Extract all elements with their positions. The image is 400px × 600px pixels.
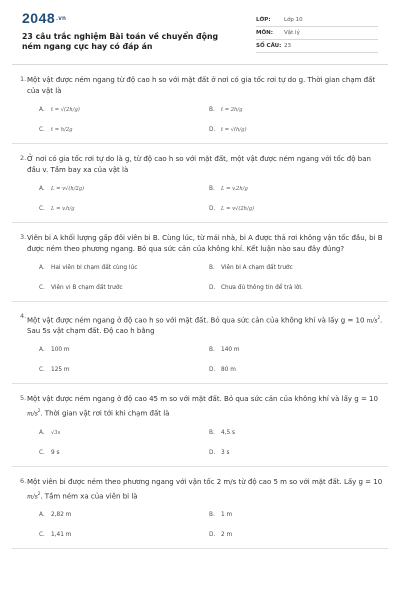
question-text: [27, 312, 388, 337]
answer-option-d[interactable]: [209, 448, 379, 458]
question-text: Một vật được ném ngang từ độ cao h so với mặt đất ở nơi có gia tốc rơi tự do g. Thời gian chạm đất của vật là: [27, 76, 376, 95]
answer-option-c[interactable]: [39, 365, 209, 375]
question-list: [0, 65, 400, 549]
unit-exponent: 2: [37, 408, 41, 414]
option-text: 2,82 m: [51, 511, 72, 518]
option-letter: C.: [39, 206, 45, 212]
document-header: [0, 0, 400, 64]
option-formula: L = v√(2h/g): [221, 206, 255, 212]
question-text: Ở nơi có gia tốc rơi tự do là g, từ độ cao h so với mặt đất, một vật được ném ngang với tốc độ ban đầu v. Tầm bay xa của vật là: [27, 155, 371, 174]
option-letter: C.: [39, 367, 45, 374]
option-text: 80 m: [221, 367, 236, 374]
page-title: 23 câu trắc nghiệm Bài toán về chuyển động ném ngang cực hay có đáp án: [22, 32, 219, 51]
answer-option-a[interactable]: [39, 510, 209, 520]
option-letter: C.: [39, 127, 45, 133]
question-text-part: . Thời gian vật rơi tới khi chạm đất là: [40, 409, 170, 418]
unit-text: m/s: [27, 492, 38, 500]
option-formula: L = v√(h/2g): [51, 186, 85, 192]
option-text: Hai viên bi chạm đất cùng lúc: [51, 265, 138, 271]
option-letter: B.: [209, 347, 215, 354]
option-letter: A.: [39, 511, 45, 518]
question-text-part: . Sau 5s vật chạm đất. Độ cao h bằng: [27, 316, 383, 336]
meta-row-class: [256, 14, 378, 27]
question-text: Viên bi A khối lượng gấp đôi viên bi B. Cùng lúc, từ mái nhà, bi A được thả rơi không vận tốc đầu, bi B được ném theo phương ngang. Bỏ qua sức cản của không khí. Kết luận nào sau đây đúng?: [27, 234, 383, 253]
question-number: 3.: [20, 233, 27, 241]
document-meta: [256, 14, 378, 53]
question-text-part: Một viên bi được ném theo phương ngang với vận tốc 2 m/s từ độ cao 5 m so với mặt đất. Lấy g = 10: [27, 477, 383, 486]
answer-option-c[interactable]: [39, 530, 209, 540]
option-formula: t = 2h/g: [221, 107, 243, 113]
question-text-part: . Tầm ném xa của viên bi là: [40, 491, 138, 500]
option-letter: A.: [39, 347, 45, 354]
option-text: Chưa đủ thông tin để trả lời.: [221, 285, 303, 291]
option-text: 4,5 s: [221, 429, 236, 436]
option-formula: √3s: [51, 429, 61, 436]
answer-option-a[interactable]: [39, 345, 209, 355]
question-item: [12, 65, 388, 144]
option-letter: B.: [209, 265, 215, 271]
answer-option-b[interactable]: [209, 105, 379, 115]
question-text-part: Một vật được ném ngang ở độ cao 45 m so với mặt đất. Bỏ qua sức cản của không khí và lấy g = 10: [27, 395, 378, 404]
answer-options: [39, 184, 388, 214]
question-number: 6.: [20, 476, 27, 485]
question-item: [12, 302, 388, 384]
answer-option-d[interactable]: [209, 204, 379, 214]
option-letter: D.: [209, 206, 216, 212]
answer-option-a[interactable]: [39, 184, 209, 194]
answer-options: [39, 263, 388, 293]
option-text: Viên bi A chạm đất trước: [221, 265, 293, 271]
unit-text: m/s: [366, 317, 378, 325]
option-letter: D.: [209, 367, 216, 374]
option-text: 100 m: [51, 347, 70, 354]
answer-option-c[interactable]: [39, 283, 209, 293]
option-letter: C.: [39, 285, 45, 291]
answer-option-c[interactable]: [39, 204, 209, 214]
answer-option-c[interactable]: [39, 448, 209, 458]
option-text: 9 s: [51, 449, 60, 456]
meta-label: SỐ CÂU:: [256, 43, 282, 49]
answer-options: [39, 428, 388, 458]
option-formula: t = √(h/g): [221, 127, 247, 133]
meta-value: Lớp 10: [284, 17, 303, 23]
answer-options: [39, 510, 388, 540]
option-text: 125 m: [51, 367, 70, 374]
meta-row-count: [256, 40, 378, 53]
answer-options: [39, 105, 388, 135]
meta-value: 23: [284, 43, 291, 49]
option-letter: B.: [209, 511, 215, 518]
option-letter: D.: [209, 449, 216, 456]
option-letter: C.: [39, 449, 45, 456]
option-letter: B.: [209, 429, 215, 436]
unit-text: m/s: [27, 410, 38, 418]
answer-option-d[interactable]: [209, 125, 379, 135]
option-letter: D.: [209, 285, 216, 291]
answer-option-b[interactable]: [209, 510, 379, 520]
answer-option-b[interactable]: [209, 263, 379, 273]
answer-option-a[interactable]: [39, 263, 209, 273]
option-text: 2 m: [221, 531, 233, 538]
answer-option-b[interactable]: [209, 345, 379, 355]
meta-row-subject: [256, 27, 378, 40]
option-letter: B.: [209, 186, 215, 192]
option-text: 1,41 m: [51, 531, 72, 538]
question-number: 5.: [20, 394, 27, 403]
option-letter: A.: [39, 107, 45, 113]
answer-option-d[interactable]: [209, 283, 379, 293]
option-letter: A.: [39, 265, 45, 271]
answer-options: [39, 345, 388, 375]
option-letter: D.: [209, 531, 216, 538]
option-text: 3 s: [221, 449, 230, 456]
logo-main-text: 2048: [22, 10, 56, 26]
question-number: 1.: [20, 75, 27, 83]
option-formula: L = v.2h/g: [221, 186, 248, 192]
answer-option-a[interactable]: [39, 105, 209, 115]
option-letter: B.: [209, 107, 215, 113]
option-text: 1 m: [221, 511, 233, 518]
answer-option-d[interactable]: [209, 365, 379, 375]
question-text-part: Một vật được ném ngang ở độ cao h so với mặt đất. Bỏ qua sức cản của không khí và lấy g = 10: [27, 316, 367, 325]
option-letter: A.: [39, 186, 45, 192]
question-item: [12, 223, 388, 302]
answer-option-a[interactable]: [39, 428, 209, 438]
question-text: [27, 477, 388, 502]
answer-option-d[interactable]: [209, 530, 379, 540]
option-letter: D.: [209, 127, 216, 133]
answer-option-b[interactable]: [209, 184, 379, 194]
option-letter: A.: [39, 429, 45, 436]
unit-exponent: 2: [377, 315, 381, 320]
option-formula: t = √(2h/g): [51, 107, 80, 113]
answer-option-c[interactable]: [39, 125, 209, 135]
question-text: [27, 394, 388, 419]
option-text: Viên vi B chạm đất trước: [51, 285, 123, 291]
meta-label: MÔN:: [256, 30, 273, 36]
meta-label: LỚP:: [256, 17, 271, 23]
question-item: [12, 384, 388, 466]
answer-option-b[interactable]: [209, 428, 379, 438]
option-text: 140 m: [221, 347, 240, 354]
question-number: 2.: [20, 154, 27, 162]
question-item: [12, 467, 388, 549]
option-formula: L = v.h/g: [51, 206, 75, 212]
unit-exponent: 2: [37, 490, 41, 496]
option-formula: t = h/2g: [51, 127, 73, 133]
question-number: 4.: [20, 312, 27, 320]
logo-suffix-text: .vn: [56, 16, 67, 23]
option-letter: C.: [39, 531, 45, 538]
meta-value: Vật lý: [284, 30, 300, 36]
question-item: [12, 144, 388, 223]
